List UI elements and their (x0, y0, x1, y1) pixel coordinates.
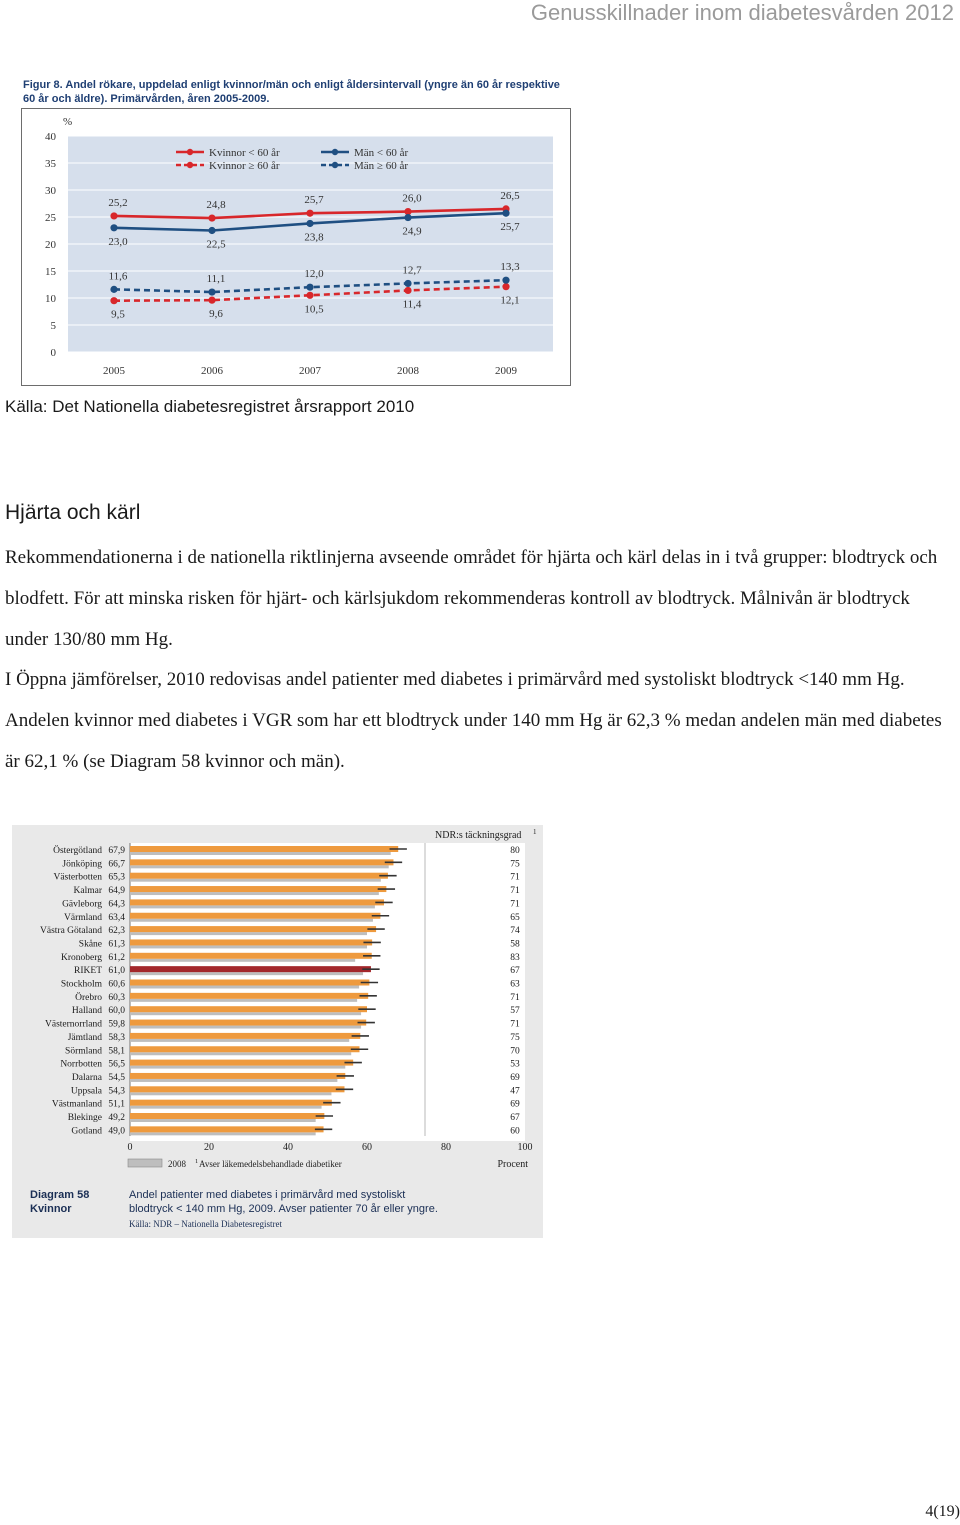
category-label: Dalarna (71, 1072, 102, 1083)
data-point (502, 210, 509, 217)
data-label: 26,5 (500, 189, 520, 202)
coverage-value: 71 (510, 1019, 520, 1030)
bar-2009 (130, 1126, 324, 1132)
data-label: 12,0 (304, 268, 324, 281)
data-point (306, 210, 313, 217)
data-point (306, 284, 313, 291)
category-label: Jämtland (67, 1032, 102, 1043)
coverage-superscript: 1 (533, 828, 537, 836)
category-label: RIKET (74, 966, 102, 977)
bar-2008 (130, 879, 381, 882)
legend-label: Kvinnor < 60 år (209, 147, 280, 159)
bar-2009 (130, 993, 368, 999)
bar-2009 (130, 1033, 360, 1039)
value-label: 58,1 (108, 1046, 125, 1057)
data-point (208, 297, 215, 304)
data-point (110, 224, 117, 231)
diagram58-source: Källa: NDR – Nationella Diabetesregistret (129, 1219, 282, 1229)
value-label: 65,3 (108, 872, 125, 883)
bar-2008 (130, 1052, 351, 1055)
coverage-value: 57 (510, 1006, 520, 1017)
category-label: Värmland (64, 912, 102, 923)
y-tick-label: 5 (50, 320, 56, 332)
coverage-value: 69 (510, 1072, 520, 1083)
category-label: Västra Götaland (40, 926, 102, 937)
bar-2008 (130, 972, 363, 975)
x-tick-label: 100 (517, 1142, 533, 1153)
x-tick-label: 2005 (103, 365, 125, 377)
data-point (208, 288, 215, 295)
x-axis-label: Procent (497, 1159, 528, 1170)
bar-2008 (130, 999, 357, 1002)
figure8-source: Källa: Det Nationella diabetesregistret årsrapport 2010 (5, 397, 415, 416)
bar-2008 (130, 1039, 349, 1042)
x-tick-label: 0 (127, 1142, 133, 1153)
data-label: 26,0 (402, 192, 422, 205)
data-point (306, 292, 313, 299)
data-label: 24,8 (206, 199, 226, 212)
paragraph-1: Rekommendationerna i de nationella riktlinjerna avseende området för hjärta och kärl delas in i två grupper: blodtryck och blodfett. För att minska risken för hjärt- och kärlsjukdom rekommenderas kontroll av blodtryck. Målnivån är blodtryck under 130/80 mm Hg. (5, 547, 938, 650)
coverage-value: 75 (510, 1032, 520, 1043)
bar-2009 (130, 1113, 324, 1119)
bar-2008 (130, 1012, 361, 1015)
data-label: 12,1 (500, 294, 520, 307)
legend-label: Män ≥ 60 år (354, 160, 408, 172)
paragraph-2: I Öppna jämförelser, 2010 redovisas andel patienter med diabetes i primärvård med systoliskt blodtryck <140 mm Hg. Andelen kvinnor med diabetes i VGR som har ett blodtryck under 140 mm Hg är 62,3 % medan andelen män med diabetes är 62,1 % (se Diagram 58 kvinnor och män). (5, 669, 942, 772)
figure8-label: Figur 8. (23, 79, 63, 91)
data-point (208, 214, 215, 221)
category-label: Norrbotten (60, 1059, 102, 1070)
value-label: 49,2 (108, 1113, 125, 1123)
data-point (110, 297, 117, 304)
bar-2009 (130, 1086, 344, 1092)
value-label: 67,9 (108, 846, 125, 856)
data-label: 11,4 (402, 298, 422, 311)
bar-2008 (130, 905, 375, 908)
bar-2008 (130, 865, 389, 868)
coverage-value: 80 (510, 846, 520, 856)
data-label: 9,5 (111, 308, 125, 321)
value-label: 54,3 (108, 1086, 125, 1097)
category-label: Skåne (78, 939, 102, 950)
x-tick-label: 60 (362, 1142, 372, 1153)
bar-2008 (130, 959, 355, 962)
value-label: 51,1 (108, 1099, 125, 1110)
figure8-caption (23, 78, 583, 106)
category-label: Kronoberg (61, 952, 102, 963)
coverage-value: 67 (510, 966, 520, 977)
diagram58-caption-line2: blodtryck < 140 mm Hg, 2009. Avser patienter 70 år eller yngre. (129, 1203, 438, 1215)
x-tick-label: 20 (204, 1142, 214, 1153)
value-label: 63,4 (108, 912, 125, 923)
bar-2009 (130, 1020, 366, 1026)
data-point (502, 283, 509, 290)
bar-2008 (130, 945, 367, 948)
category-label: Västerbotten (53, 872, 102, 883)
section-title: Hjärta och kärl (5, 501, 141, 524)
diagram58-caption-line1: Andel patienter med diabetes i primärvård med systoliskt (129, 1189, 406, 1201)
coverage-value: 71 (510, 899, 520, 910)
x-tick-label: 2009 (495, 365, 517, 377)
data-point (404, 287, 411, 294)
running-header: Genusskillnader inom diabetesvården 2012 (530, 0, 954, 25)
bar-2008 (130, 892, 379, 895)
category-label: Östergötland (53, 846, 102, 856)
data-point (404, 280, 411, 287)
coverage-value: 65 (510, 912, 520, 923)
data-point (502, 277, 509, 284)
bar-2008 (130, 932, 367, 935)
bar-2008 (130, 1026, 361, 1029)
legend-label: Kvinnor ≥ 60 år (209, 160, 280, 172)
value-label: 64,3 (108, 899, 125, 910)
diagram58-label (30, 1188, 89, 1216)
bar-2009 (130, 926, 376, 932)
category-label: Kalmar (73, 886, 102, 897)
bar-2008 (130, 852, 391, 855)
value-label: 61,2 (108, 952, 125, 963)
x-tick-label: 2006 (201, 365, 223, 377)
bar-2008 (130, 1106, 322, 1109)
coverage-value: 71 (510, 992, 520, 1003)
data-label: 22,5 (206, 238, 226, 251)
y-tick-label: 35 (45, 158, 56, 170)
coverage-value: 69 (510, 1099, 520, 1110)
diagram58-label-line2: Kvinnor (30, 1203, 72, 1215)
value-label: 60,3 (108, 992, 125, 1003)
coverage-value: 70 (510, 1046, 520, 1057)
bar-2009 (130, 980, 369, 986)
x-tick-label: 2007 (299, 365, 321, 377)
legend-marker (187, 162, 193, 168)
bar-2009 (130, 1006, 367, 1012)
value-label: 66,7 (108, 859, 125, 870)
bar-2009 (130, 939, 372, 945)
legend-marker (332, 149, 338, 155)
y-tick-label: 15 (45, 266, 56, 278)
value-label: 60,0 (108, 1006, 125, 1017)
y-tick-label: 30 (45, 185, 56, 197)
category-label: Gotland (71, 1126, 102, 1137)
data-label: 23,0 (108, 235, 128, 248)
bar-2008 (130, 919, 373, 922)
legend-marker (187, 149, 193, 155)
value-label: 59,8 (108, 1019, 125, 1030)
coverage-value: 67 (510, 1113, 520, 1123)
figure8-caption-line2: 60 år och äldre). Primärvården, åren 2005-2009. (23, 93, 270, 105)
coverage-value: 74 (510, 926, 520, 937)
category-label: Örebro (75, 992, 102, 1003)
data-point (208, 227, 215, 234)
bar-2009 (130, 846, 398, 852)
data-label: 13,3 (500, 261, 520, 274)
value-label: 49,0 (108, 1126, 125, 1137)
y-tick-label: 10 (45, 293, 56, 305)
data-label: 12,7 (402, 264, 422, 277)
bar-2008 (130, 1092, 331, 1095)
bar-2009 (130, 953, 372, 959)
coverage-value: 63 (510, 979, 520, 990)
category-label: Jönköping (62, 859, 102, 870)
y-tick-label: 40 (45, 131, 56, 143)
bar-2008 (130, 1132, 316, 1135)
coverage-value: 83 (510, 952, 520, 963)
bar-riket (130, 966, 371, 972)
data-label: 11,1 (206, 273, 226, 286)
coverage-value: 71 (510, 872, 520, 883)
diagram58-caption (129, 1188, 539, 1216)
bar-2009 (130, 886, 386, 892)
bar-2009 (130, 1073, 345, 1079)
legend-marker (332, 162, 338, 168)
y-axis-label: % (63, 116, 73, 128)
data-label: 25,2 (108, 196, 128, 209)
x-tick-label: 80 (441, 1142, 451, 1153)
legend-label: Män < 60 år (354, 147, 409, 159)
value-label: 62,3 (108, 926, 125, 937)
data-point (404, 214, 411, 221)
coverage-title: NDR:s täckningsgrad (435, 830, 522, 841)
category-label: Blekinge (67, 1113, 102, 1123)
coverage-value: 58 (510, 939, 520, 950)
coverage-value: 71 (510, 886, 520, 897)
blood-pressure-bar-chart (12, 825, 543, 1180)
legend-2008-swatch (128, 1159, 162, 1167)
bar-2009 (130, 1100, 332, 1106)
coverage-value: 47 (510, 1086, 520, 1097)
value-label: 60,6 (108, 979, 125, 990)
bar-2009 (130, 873, 388, 879)
smokers-line-chart (21, 108, 571, 386)
y-tick-label: 20 (45, 239, 56, 251)
data-point (306, 220, 313, 227)
diagram58-panel (12, 825, 543, 1238)
category-label: Västmanland (51, 1099, 102, 1110)
category-label: Sörmland (65, 1046, 102, 1057)
bar-2009 (130, 899, 384, 905)
y-tick-label: 0 (50, 347, 56, 359)
footnote-marker: 1 (195, 1158, 199, 1165)
coverage-value: 53 (510, 1059, 520, 1070)
section-body (5, 538, 955, 783)
data-label: 10,5 (304, 303, 324, 316)
figure8-caption-line1: Andel rökare, uppdelad enligt kvinnor/män och enligt åldersintervall (yngre än 60 år respektive (65, 79, 560, 91)
bar-2009 (130, 1046, 359, 1052)
value-label: 61,0 (108, 966, 125, 977)
category-label: Uppsala (70, 1086, 102, 1097)
data-label: 25,7 (500, 221, 520, 234)
coverage-value: 75 (510, 859, 520, 870)
page-number: 4(19) (925, 1503, 960, 1520)
coverage-value: 60 (510, 1126, 520, 1137)
bar-2009 (130, 913, 380, 919)
data-label: 24,9 (402, 225, 422, 238)
value-label: 54,5 (108, 1072, 125, 1083)
bar-2009 (130, 1060, 353, 1066)
data-label: 11,6 (108, 270, 128, 283)
x-tick-label: 2008 (397, 365, 419, 377)
bar-2008 (130, 1119, 316, 1122)
footnote-text: Avser läkemedelsbehandlade diabetiker (199, 1159, 342, 1169)
value-label: 61,3 (108, 939, 125, 950)
bar-2008 (130, 1079, 337, 1082)
data-point (110, 286, 117, 293)
value-label: 56,5 (108, 1059, 125, 1070)
data-label: 9,6 (209, 308, 223, 321)
bar-2008 (130, 986, 359, 989)
bar-2009 (130, 859, 393, 865)
data-label: 25,7 (304, 194, 324, 207)
category-label: Halland (71, 1006, 102, 1017)
category-label: Gävleborg (62, 899, 102, 910)
legend-2008-label: 2008 (168, 1159, 186, 1169)
value-label: 64,9 (108, 886, 125, 897)
x-tick-label: 40 (283, 1142, 293, 1153)
diagram58-label-line1: Diagram 58 (30, 1189, 90, 1201)
bar-2008 (130, 1066, 345, 1069)
y-tick-label: 25 (45, 212, 56, 224)
data-label: 23,8 (304, 231, 324, 244)
value-label: 58,3 (108, 1032, 125, 1043)
category-label: Västernorrland (45, 1019, 102, 1030)
category-label: Stockholm (60, 979, 102, 990)
data-point (110, 212, 117, 219)
